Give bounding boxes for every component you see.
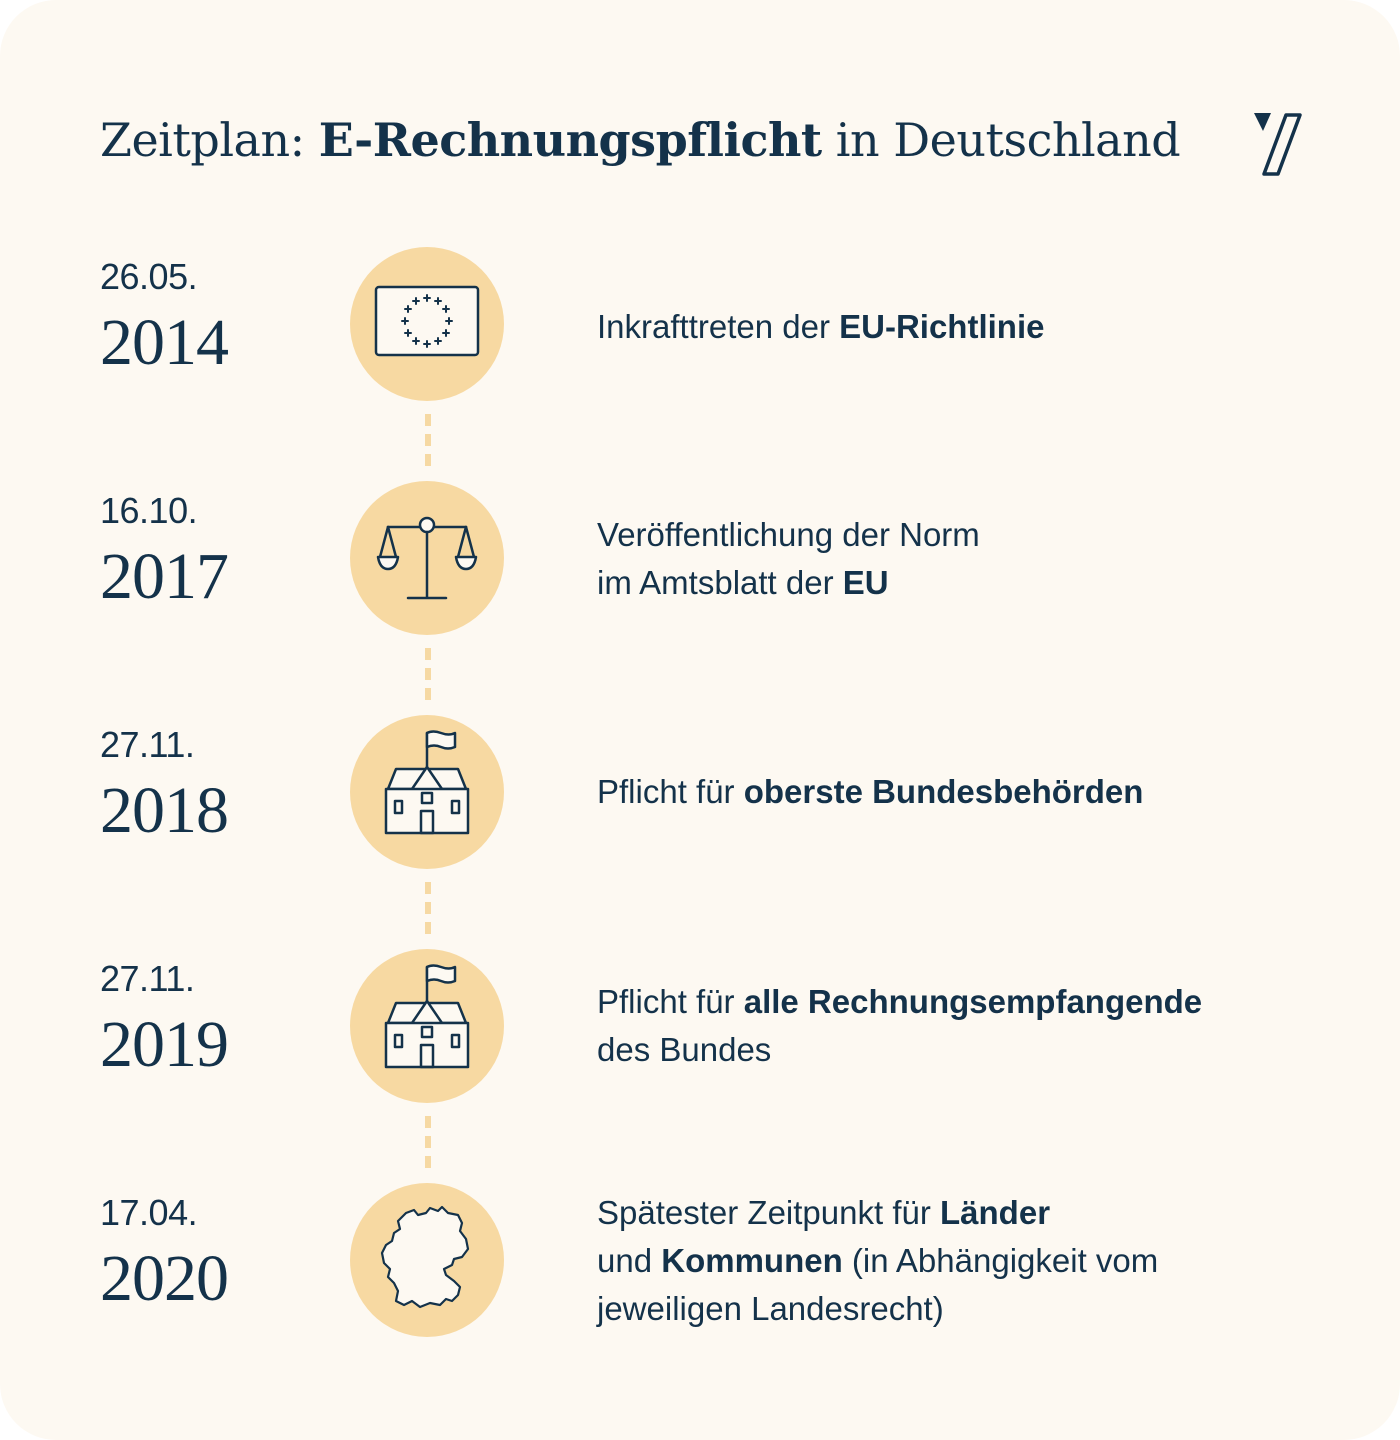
government-building-icon xyxy=(350,715,504,869)
description-line xyxy=(597,303,1044,351)
event-description xyxy=(597,978,1202,1074)
event-icon-circle xyxy=(350,949,504,1103)
timeline-event-2018 xyxy=(0,715,1400,875)
desc-bold: Kommunen xyxy=(661,1242,843,1279)
desc-bold: alle Rechnungsempfangende xyxy=(743,983,1203,1020)
government-building-icon xyxy=(350,949,504,1103)
event-date-year: 2014 xyxy=(100,306,228,379)
page-title xyxy=(100,108,1180,172)
description-line xyxy=(597,559,980,607)
event-icon-circle xyxy=(350,715,504,869)
desc-text: (in Abhängigkeit vom xyxy=(842,1242,1159,1279)
scales-of-justice-icon xyxy=(350,481,504,635)
title-bold: E-Rechnungspflicht xyxy=(318,113,822,167)
timeline-event-2017 xyxy=(0,481,1400,641)
event-date-day: 27.11. xyxy=(100,958,195,999)
event-icon-circle xyxy=(350,481,504,635)
timeline-connector xyxy=(425,1116,431,1168)
timeline-connector xyxy=(425,648,431,700)
description-line xyxy=(597,511,980,559)
event-date-day: 16.10. xyxy=(100,490,198,531)
timeline-event-2020 xyxy=(0,1183,1400,1343)
timeline-event-2019 xyxy=(0,949,1400,1109)
event-date-day: 17.04. xyxy=(100,1192,198,1233)
event-date-year: 2020 xyxy=(100,1242,228,1315)
description-line xyxy=(597,1026,1202,1074)
desc-text: Veröffentlichung der Norm xyxy=(597,516,980,553)
event-description xyxy=(597,511,980,607)
desc-text: des Bundes xyxy=(597,1031,772,1068)
title-suffix: in Deutschland xyxy=(835,113,1181,167)
desc-bold: EU xyxy=(842,564,889,601)
desc-text: Pflicht für xyxy=(597,773,744,810)
timeline-event-2014 xyxy=(0,247,1400,407)
description-line xyxy=(597,1189,1158,1237)
event-date-day: 26.05. xyxy=(100,256,198,297)
brand-slash-logo xyxy=(1250,110,1306,180)
desc-text: Spätester Zeitpunkt für xyxy=(597,1194,941,1231)
event-description xyxy=(597,768,1143,816)
description-line xyxy=(597,1285,1158,1333)
event-date-year: 2019 xyxy=(100,1008,228,1081)
event-date-year: 2017 xyxy=(100,540,228,613)
description-line xyxy=(597,978,1202,1026)
event-icon-circle xyxy=(350,247,504,401)
desc-bold: Länder xyxy=(940,1194,1051,1231)
event-icon-circle xyxy=(350,1183,504,1337)
event-description xyxy=(597,1189,1158,1333)
desc-text: Pflicht für xyxy=(597,983,744,1020)
timeline-connector xyxy=(425,414,431,466)
description-line xyxy=(597,1237,1158,1285)
description-line xyxy=(597,768,1143,816)
desc-bold: EU-Richtlinie xyxy=(839,308,1045,345)
desc-text: jeweiligen Landesrecht) xyxy=(597,1290,944,1327)
title-prefix: Zeitplan: xyxy=(100,113,305,167)
desc-bold: oberste Bundesbehörden xyxy=(743,773,1144,810)
event-date-year: 2018 xyxy=(100,774,228,847)
eu-flag-icon xyxy=(350,247,504,401)
event-description xyxy=(597,303,1044,351)
timeline-connector xyxy=(425,882,431,934)
event-date-day: 27.11. xyxy=(100,724,195,765)
desc-text: Inkrafttreten der xyxy=(597,308,840,345)
desc-text: im Amtsblatt der xyxy=(597,564,843,601)
germany-map-icon xyxy=(350,1183,504,1337)
desc-text: und xyxy=(597,1242,662,1279)
